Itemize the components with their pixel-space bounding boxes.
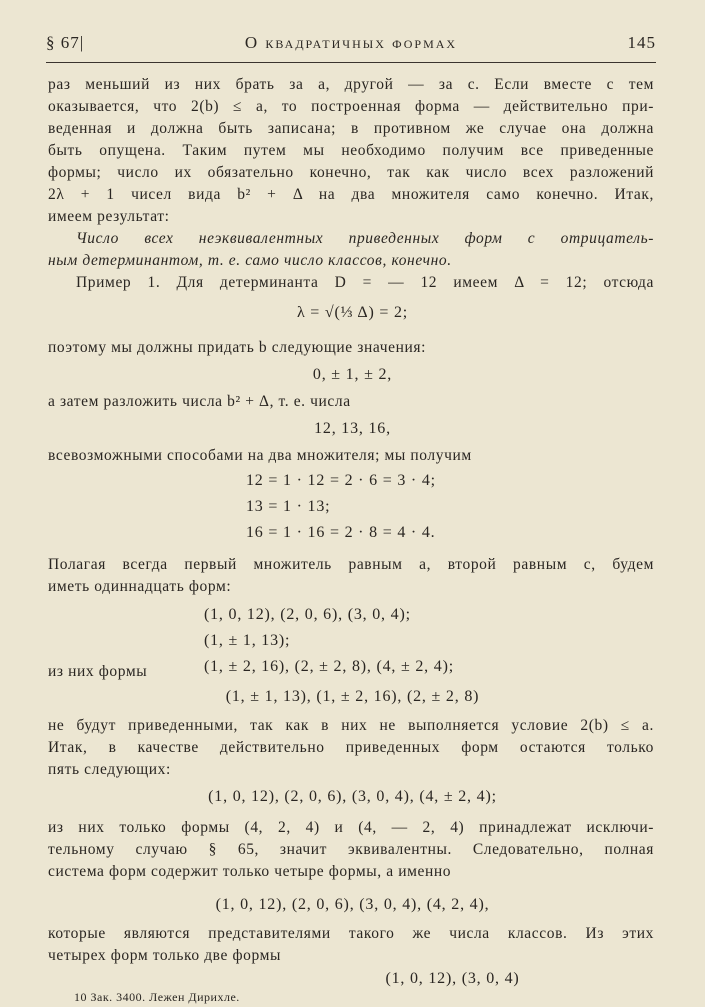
complete-system-forms: (1, 0, 12), (2, 0, 6), (3, 0, 4), (4, 2, 4), [215, 896, 490, 913]
text-line: которые являются представителями такого же числа классов. Из этих [48, 925, 654, 942]
forms-list-row: (1, 0, 12), (2, 0, 6), (3, 0, 4); [204, 606, 411, 623]
text-line: раз меньший из них брать за a, другой — за c. Если вместе с тем [48, 76, 654, 93]
theorem-line: Число всех неэквивалентных приведенных форм с отрицатель- [76, 230, 654, 247]
text-line: всевозможными способами на два множителя; мы получим [48, 447, 472, 464]
header-title: О квадратичных формах [244, 33, 458, 52]
running-header [46, 33, 656, 59]
text-line: тельному случаю § 65, значит эквивалентны. Следовательно, полная [48, 841, 654, 858]
text-line: не будут приведенными, так как в них не выполняется условие 2(b) ≤ a. [48, 717, 654, 734]
text-line: веденная и должна быть записана; в противном же случае она должна [48, 120, 654, 137]
forms-list-row: (1, ± 1, 13); [204, 632, 291, 649]
text-line: система форм содержит только четыре формы, а именно [48, 863, 452, 880]
text-line: поэтому мы должны придать b следующие значения: [48, 339, 427, 356]
text-line: имеем результат: [48, 208, 170, 225]
forms-list-row: (1, ± 2, 16), (2, ± 2, 8), (4, ± 2, 4); [204, 658, 454, 675]
formula-b-values: 0, ± 1, ± 2, [312, 366, 393, 383]
nonreduced-forms: (1, ± 1, 13), (1, ± 2, 16), (2, ± 2, 8) [225, 688, 480, 705]
header-section: § 67| [46, 33, 85, 52]
header-rule [46, 62, 656, 63]
footer-imprint: 10 Зак. 3400. Лежен Дирихле. [74, 990, 240, 1004]
reduced-forms: (1, 0, 12), (2, 0, 6), (3, 0, 4), (4, ± 2, 4); [208, 788, 497, 805]
text-line: формы; число их обязательно конечно, так как число всех разложений [48, 164, 654, 181]
text-line: 2λ + 1 чисел вида b² + Δ на два множителя само конечно. Итак, [48, 186, 654, 203]
text-line: иметь одиннадцать форм: [48, 578, 232, 595]
text-line: четырех форм только две формы [48, 947, 281, 964]
factorization-13: 13 = 1 · 13; [246, 498, 331, 515]
example-heading: Пример 1. Для детерминанта D = — 12 имеем Δ = 12; отсюда [76, 274, 654, 291]
header-page-number: 145 [627, 33, 656, 52]
formula-numbers: 12, 13, 16, [314, 420, 391, 437]
text-line: пять следующих: [48, 761, 171, 778]
text-line: Полагая всегда первый множитель равным a, второй равным c, будем [48, 556, 654, 573]
text-line: из них только формы (4, 2, 4) и (4, — 2, 4) принадлежат исключи- [48, 819, 654, 836]
text-line: а затем разложить числа b² + Δ, т. е. числа [48, 393, 351, 410]
factorization-16: 16 = 1 · 16 = 2 · 8 = 4 · 4. [246, 524, 436, 541]
final-forms: (1, 0, 12), (3, 0, 4) [385, 970, 520, 987]
text-line: из них формы [48, 663, 148, 680]
text-line: быть опущена. Таким путем мы необходимо получим все приведенные [48, 142, 654, 159]
theorem-line: ным детерминантом, т. е. само число классов, конечно. [48, 252, 452, 269]
text-line: оказывается, что 2(b) ≤ a, то построенная форма — действительно при- [48, 98, 654, 115]
formula-lambda: λ = √(⅓ Δ) = 2; [296, 304, 409, 321]
factorization-12: 12 = 1 · 12 = 2 · 6 = 3 · 4; [246, 472, 436, 489]
text-line: Итак, в качестве действительно приведенных форм остаются только [48, 739, 654, 756]
